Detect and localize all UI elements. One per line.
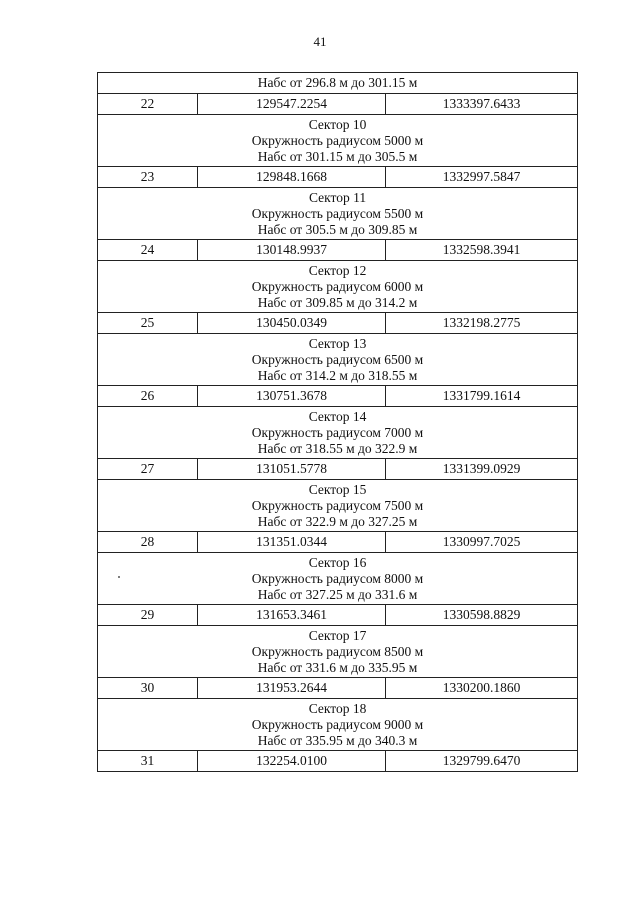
cell-x: 131351.0344 (198, 532, 386, 553)
sector-header-row (98, 188, 578, 240)
cell-x: 131051.5778 (198, 459, 386, 480)
cell-num: 29 (98, 605, 198, 626)
sector-range: Набс от 331.6 м до 335.95 м (257, 660, 418, 675)
table-row (98, 313, 578, 334)
sector-header-row (98, 115, 578, 167)
cell-num: 27 (98, 459, 198, 480)
sector-description (98, 188, 578, 240)
cell-y: 1332598.3941 (386, 240, 578, 261)
table-row (98, 459, 578, 480)
sector-header-row (98, 699, 578, 751)
cell-num: 24 (98, 240, 198, 261)
table-row (98, 240, 578, 261)
cell-x: 131953.2644 (198, 678, 386, 699)
table-row (98, 678, 578, 699)
cell-num: 25 (98, 313, 198, 334)
sector-description (98, 553, 578, 605)
sector-description (98, 261, 578, 313)
table-row (98, 94, 578, 115)
sector-radius: Окружность радиусом 6000 м (251, 279, 424, 294)
cell-num: 23 (98, 167, 198, 188)
sector-title: Сектор 11 (308, 190, 367, 205)
cell-x: 130450.0349 (198, 313, 386, 334)
sector-title: Сектор 18 (308, 701, 367, 716)
cell-num: 28 (98, 532, 198, 553)
sector-header-row (98, 407, 578, 459)
sector-title: Сектор 16 (308, 555, 367, 570)
cell-x: 129547.2254 (198, 94, 386, 115)
scan-speck (118, 576, 120, 578)
sector-title: Сектор 10 (308, 117, 367, 132)
cell-y: 1331399.0929 (386, 459, 578, 480)
sector-title: Сектор 13 (308, 336, 367, 351)
sector-range: Набс от 305.5 м до 309.85 м (257, 222, 418, 237)
sector-range: Набс от 335.95 м до 340.3 м (257, 733, 418, 748)
sector-range: Набс от 309.85 м до 314.2 м (257, 295, 418, 310)
cell-num: 22 (98, 94, 198, 115)
sector-title: Сектор 15 (308, 482, 367, 497)
cell-num: 30 (98, 678, 198, 699)
sector-radius: Окружность радиусом 5500 м (251, 206, 424, 221)
sector-range: Набс от 301.15 м до 305.5 м (257, 149, 418, 164)
sector-description (98, 115, 578, 167)
cell-y: 1332997.5847 (386, 167, 578, 188)
sector-title: Сектор 17 (308, 628, 367, 643)
sector-header-row (98, 73, 578, 94)
cell-y: 1330598.8829 (386, 605, 578, 626)
sector-range: Набс от 314.2 м до 318.55 м (257, 368, 418, 383)
sector-radius: Окружность радиусом 6500 м (251, 352, 424, 367)
table-row (98, 751, 578, 772)
sector-radius: Окружность радиусом 8500 м (251, 644, 424, 659)
sector-description (98, 480, 578, 532)
cell-x: 130148.9937 (198, 240, 386, 261)
cell-y: 1332198.2775 (386, 313, 578, 334)
cell-x: 130751.3678 (198, 386, 386, 407)
sector-radius: Окружность радиусом 5000 м (251, 133, 424, 148)
sector-radius: Окружность радиусом 8000 м (251, 571, 424, 586)
sector-range-text: Набс от 296.8 м до 301.15 м (98, 73, 578, 94)
sector-radius: Окружность радиусом 9000 м (251, 717, 424, 732)
sector-header-row (98, 261, 578, 313)
table-row (98, 532, 578, 553)
sector-range: Набс от 327.25 м до 331.6 м (257, 587, 418, 602)
cell-y: 1331799.1614 (386, 386, 578, 407)
sector-header-row (98, 334, 578, 386)
cell-y: 1330200.1860 (386, 678, 578, 699)
cell-y: 1333397.6433 (386, 94, 578, 115)
cell-y: 1329799.6470 (386, 751, 578, 772)
sector-header-row (98, 480, 578, 532)
cell-x: 132254.0100 (198, 751, 386, 772)
page-number: 41 (313, 34, 327, 49)
table-row (98, 167, 578, 188)
cell-num: 26 (98, 386, 198, 407)
table-row (98, 605, 578, 626)
sector-title: Сектор 14 (308, 409, 367, 424)
sector-title: Сектор 12 (308, 263, 367, 278)
cell-x: 131653.3461 (198, 605, 386, 626)
sector-range: Набс от 318.55 м до 322.9 м (257, 441, 418, 456)
sector-radius: Окружность радиусом 7500 м (251, 498, 424, 513)
sector-description (98, 334, 578, 386)
sector-description (98, 626, 578, 678)
cell-x: 129848.1668 (198, 167, 386, 188)
sector-range: Набс от 322.9 м до 327.25 м (257, 514, 418, 529)
cell-num: 31 (98, 751, 198, 772)
sector-description (98, 407, 578, 459)
sector-header-row (98, 553, 578, 605)
sector-description (98, 699, 578, 751)
cell-y: 1330997.7025 (386, 532, 578, 553)
sector-radius: Окружность радиусом 7000 м (251, 425, 424, 440)
table-row (98, 386, 578, 407)
coordinates-table (97, 72, 578, 772)
sector-header-row (98, 626, 578, 678)
